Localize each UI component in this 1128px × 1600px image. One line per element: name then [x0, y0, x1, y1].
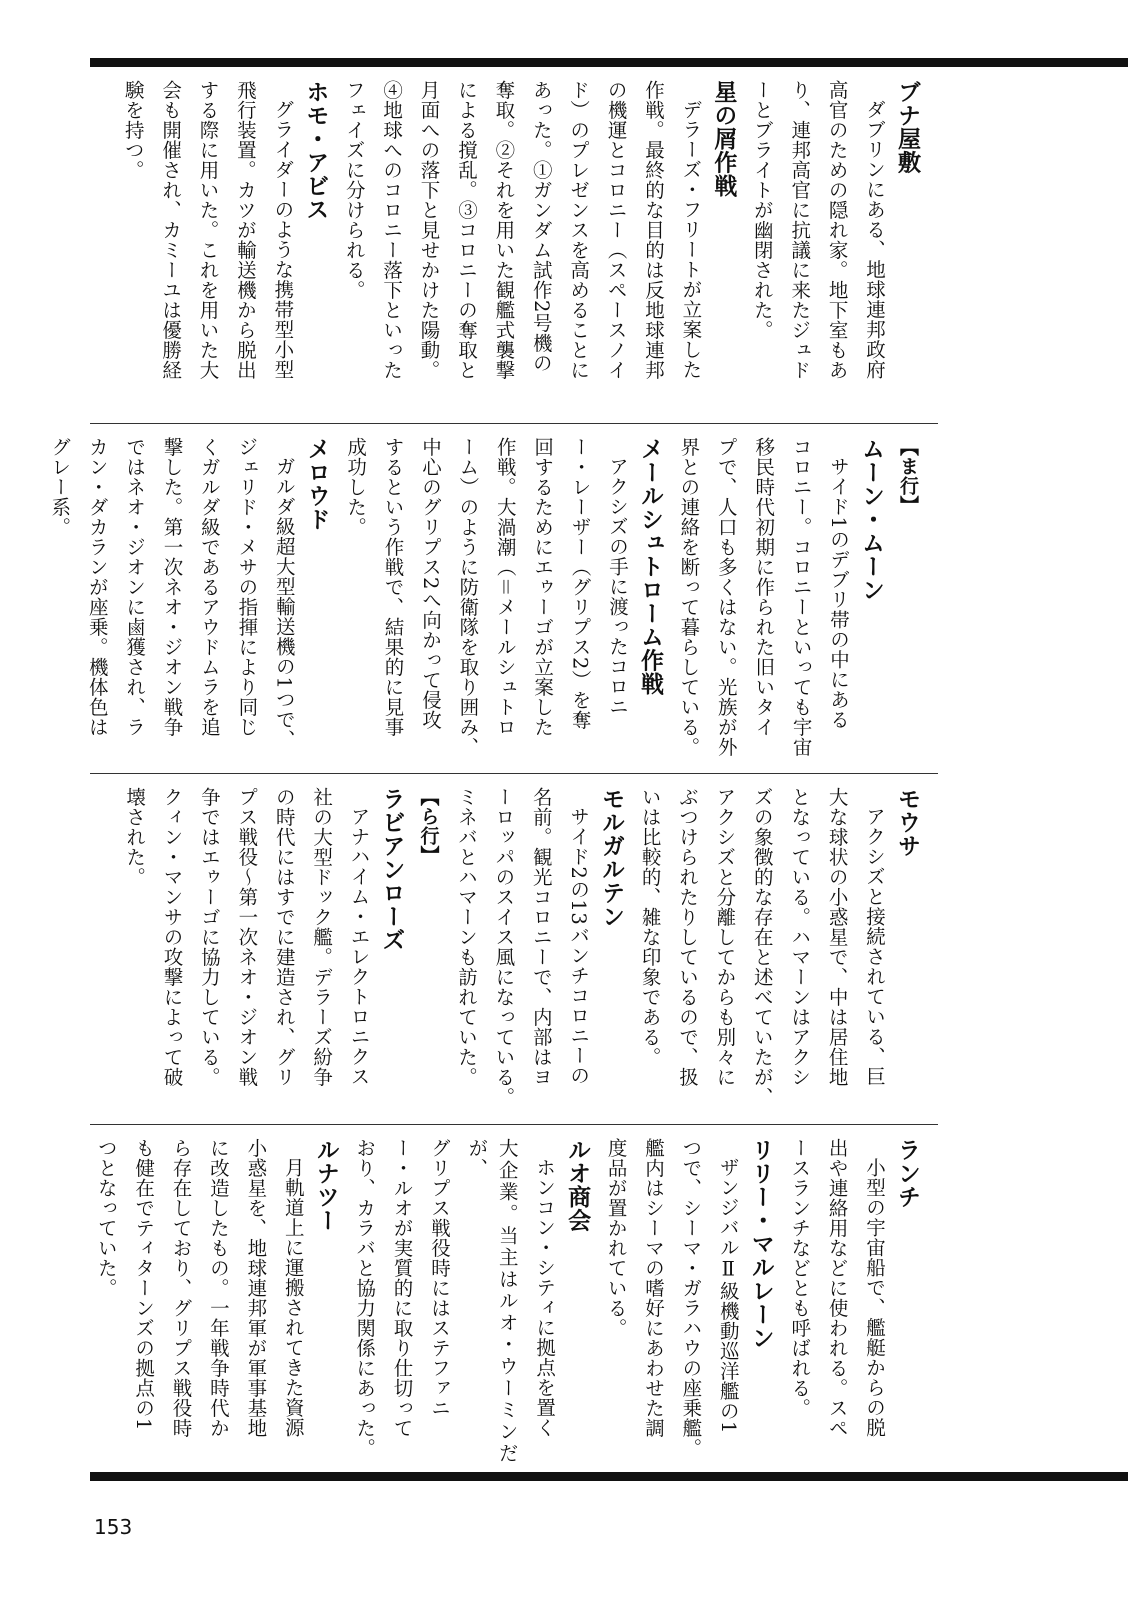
entry-line: アクシズと分離してからも別々に [713, 787, 737, 1087]
divider-2 [90, 773, 938, 774]
entry-title: 星の屑作戦 [710, 80, 737, 198]
entry-line: 飛行装置。カツが輸送機から脱出 [233, 80, 257, 380]
entry-line: 艦内はシーマの嗜好にあわせた調 [641, 1138, 665, 1438]
entry-line: つとなっていた。 [94, 1138, 118, 1298]
entry-line: ド）のプレゼンスを高めることに [567, 80, 591, 380]
entry-line: 大な球状の小惑星で、中は居住地 [825, 787, 849, 1087]
entry-line: ジェリド・メサの指揮により同じ [235, 437, 259, 737]
entry-title: ルオ商会 [564, 1138, 591, 1232]
entry-line: り、連邦高官に抗議に来たジュド [788, 80, 812, 380]
entry-line: 小型の宇宙船で、艦艇からの脱 [863, 1157, 886, 1438]
entry-title: ブナ屋敷 [894, 80, 920, 174]
divider-3 [90, 1124, 938, 1125]
entry-line: アナハイム・エレクトロニクス [347, 806, 371, 1087]
entry-title: リリー・マルレーン [747, 1138, 774, 1350]
entry-line: グライダーのような携帯型小型 [271, 99, 295, 380]
entry-title: ホモ・アビス [302, 80, 329, 221]
entry-line: ーム）のように防衛隊を取り囲み、 [456, 437, 480, 757]
entry-line: グレー系。 [48, 437, 72, 537]
entry-line: グリプス戦役時にはステファニ [427, 1138, 451, 1418]
entry-title: ラビアンローズ [378, 787, 405, 952]
entry-line: 作戦。最終的な目的は反地球連邦 [641, 80, 665, 380]
entry-line: 大企業。当主はルオ・ウーミンだが、 [465, 1138, 519, 1463]
section-heading: 【ま行】 [897, 437, 919, 515]
entry-line: アクシズと接続されている、巨 [863, 806, 886, 1087]
entry-line: 名前。観光コロニーで、内部はヨ [529, 787, 553, 1087]
entry-line: 壊された。 [123, 787, 147, 887]
entry-line: 高官のための隠れ家。地下室もあ [825, 80, 849, 380]
entry-line: ー・ルオが実質的に取り仕切って [390, 1138, 414, 1438]
entry-line: おり、カラバと協力関係にあった。 [353, 1138, 377, 1458]
entry-line: ホンコン・シティに拠点を置く [533, 1157, 557, 1438]
entry-line: 成功した。 [344, 437, 368, 537]
entry-line: フェイズに分けられる。 [342, 80, 366, 300]
entry-line: クィン・マンサの攻撃によって破 [160, 787, 184, 1087]
entry-title: メールシュトローム作戦 [636, 437, 663, 696]
entry-line: サイド1のデブリ帯の中にある [827, 456, 850, 730]
entry-line: ④地球へのコロニー落下といった [380, 80, 404, 380]
entry-line: プで、人口も多くはない。光族が外 [714, 437, 738, 757]
section-heading: 【ら行】 [417, 787, 440, 865]
entry-line: サイド2の13バンチコロニーの [567, 806, 591, 1086]
entry-line: コロニー。コロニーといっても宇宙 [789, 437, 813, 757]
entry-line: 社の大型ドック艦。デラーズ紛争 [310, 787, 334, 1087]
entry-line: による撹乱。③コロニーの奪取と [454, 80, 478, 380]
entry-line: つで、シーマ・ガラハウの座乗艦。 [679, 1138, 703, 1458]
entry-line: あった。①ガンダム試作2号機の [529, 80, 553, 373]
entry-line: 回するためにエゥーゴが立案した [531, 437, 555, 737]
entry-line: デラーズ・フリートが立案した [679, 99, 703, 380]
entry-line: 移民時代初期に作られた旧いタイ [752, 437, 776, 737]
entry-title: ルナツー [312, 1138, 339, 1232]
entry-line: 作戦。大渦潮（＝メールシュトロ [493, 437, 517, 737]
entry-title: モウサ [894, 787, 920, 858]
entry-line: 出や連絡用などに使われる。スペ [825, 1138, 849, 1438]
entry-line: ーとブライトが幽閉された。 [750, 80, 774, 340]
entry-line: の時代にはすでに建造され、グリ [272, 787, 296, 1087]
entry-line: も健在でティターンズの拠点の1 [132, 1138, 156, 1431]
entry-line: に改造したもの。一年戦争時代か [206, 1138, 230, 1438]
entry-line: 験を持つ。 [121, 80, 145, 180]
entry-line: ーロッパのスイス風になっている。 [492, 787, 516, 1107]
entry-line: 中心のグリプス2へ向かって侵攻 [418, 437, 442, 730]
entry-line: 争ではエゥーゴに協力している。 [197, 787, 221, 1087]
entry-line: となっている。ハマーンはアクシ [788, 787, 812, 1087]
band-1 [83, 80, 923, 415]
band-2 [48, 437, 923, 762]
entry-title: モルガルテン [598, 787, 625, 928]
entry-line: ぶつけられたりしているので、扱 [675, 787, 699, 1087]
divider-1 [90, 423, 938, 424]
entry-line: ースランチなどとも呼ばれる。 [788, 1138, 812, 1418]
entry-line: ザンジバルⅡ級機動巡洋艦の1 [716, 1157, 740, 1434]
entry-line: ー・レーザー（グリプス2）を奪 [568, 437, 592, 730]
bottom-rule [90, 1472, 1128, 1481]
entry-line: ズの象徴的な存在と述べていたが、 [750, 787, 774, 1107]
band-4 [83, 1138, 923, 1463]
entry-line: する際に用いた。これを用いた大 [196, 80, 220, 380]
entry-line: アクシズの手に渡ったコロニ [605, 456, 629, 717]
entry-line: いは比較的、雑な印象である。 [638, 787, 662, 1067]
entry-line: ミネバとハマーンも訪れていた。 [454, 787, 478, 1087]
entry-line: 月面への落下と見せかけた陽動。 [417, 80, 441, 380]
entry-line: ら存在しており、グリプス戦役時 [169, 1138, 193, 1438]
entry-line: 奪取。②それを用いた観艦式襲撃 [492, 80, 516, 380]
entry-line: するという作戦で、結果的に見事 [381, 437, 405, 737]
entry-title: ムーン・ムーン [858, 437, 884, 602]
top-rule [90, 58, 1128, 67]
entry-line: 小惑星を、地球連邦軍が軍事基地 [244, 1138, 268, 1438]
entry-title: ランチ [894, 1138, 920, 1209]
entry-line: 撃した。第一次ネオ・ジオン戦争 [160, 437, 184, 737]
entry-line: ダブリンにある、地球連邦政府 [863, 99, 886, 380]
entry-line: 会も開催され、カミーユは優勝経 [159, 80, 183, 380]
band-3 [83, 787, 923, 1112]
entry-line: カン・ダカランが座乗。機体色は [85, 437, 109, 737]
entry-title: メロウド [303, 437, 330, 531]
entry-line: ではネオ・ジオンに鹵獲され、ラ [123, 437, 147, 737]
entry-line: の機運とコロニー（スペースノイ [604, 80, 628, 380]
entry-line: 界との連絡を断って暮らしている。 [677, 437, 701, 757]
page-number: 153 [94, 1515, 133, 1539]
entry-line: ガルダ級超大型輸送機の1つで、 [272, 456, 296, 750]
entry-line: くガルダ級であるアウドムラを追 [197, 437, 221, 737]
entry-line: 月軌道上に運搬されてきた資源 [281, 1157, 305, 1438]
entry-line: 度品が置かれている。 [604, 1138, 628, 1338]
entry-line: プス戦役〜第一次ネオ・ジオン戦 [235, 787, 259, 1087]
